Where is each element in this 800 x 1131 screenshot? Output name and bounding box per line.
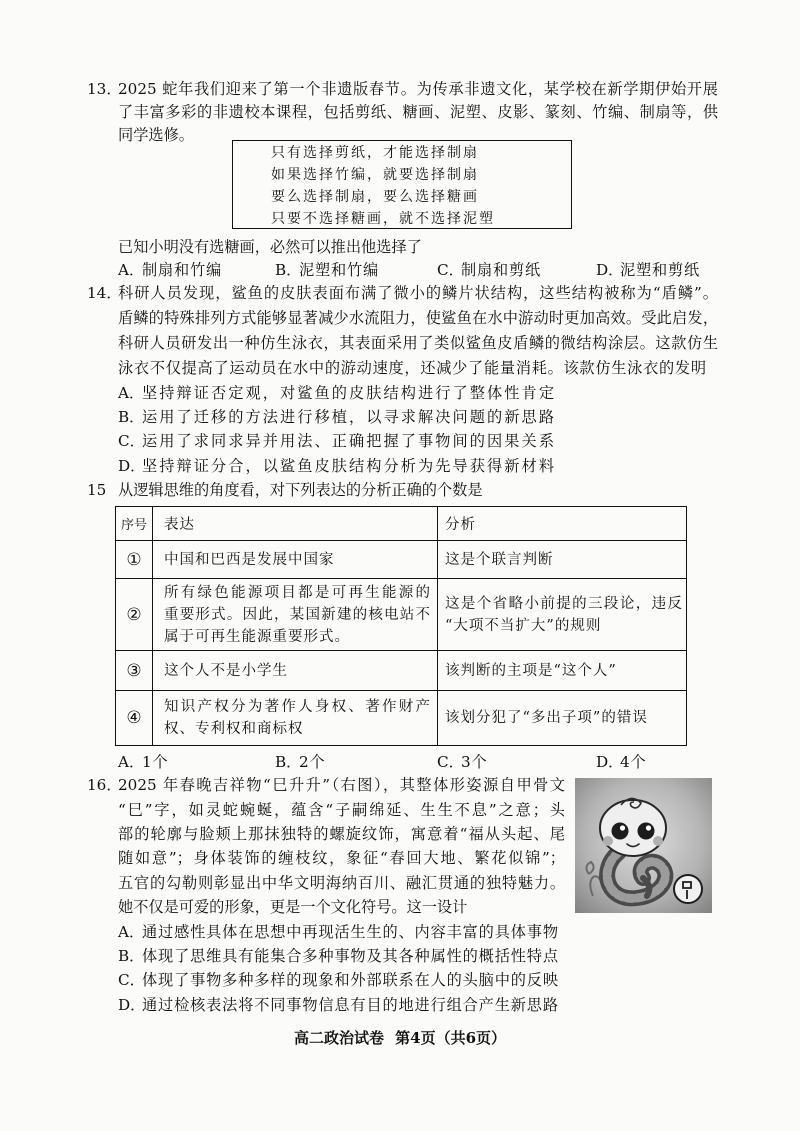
analysis-cell bbox=[438, 579, 687, 651]
mascot-left-cheek bbox=[603, 836, 613, 846]
analysis-cell bbox=[438, 691, 687, 746]
mascot-illustration bbox=[575, 778, 712, 913]
option-letter: A． bbox=[118, 753, 145, 771]
option-a bbox=[118, 920, 558, 944]
row-index: ① bbox=[116, 541, 153, 579]
condition-line: 要么选择制扇，要么选择糖画 bbox=[271, 189, 479, 205]
option-d bbox=[596, 750, 646, 774]
page-footer: 高二政治试卷 第4页（共6页） bbox=[293, 1029, 507, 1047]
stem-line: 2025 蛇年我们迎来了第一个非遗版春节。为传承非遗文化，某学校在新学期伊始开展 bbox=[118, 80, 718, 98]
analysis-cell bbox=[438, 651, 687, 691]
stem-line: 五官的勾勒则彰显出中华文明海纳百川、融汇贯通的独特魅力。 bbox=[118, 874, 565, 892]
stem-line: 了丰富多彩的非遗校本课程，包括剪纸、糖画、泥塑、皮影、篆刻、竹编、制扇等，供 bbox=[118, 103, 718, 121]
option-b bbox=[118, 944, 558, 968]
option-c bbox=[437, 750, 487, 774]
option-letter: C． bbox=[437, 261, 464, 279]
condition-line: 只要不选择糖画，就不选择泥塑 bbox=[271, 211, 495, 227]
option-text: 坚持辩证否定观，对鲨鱼的皮肤结构进行了整体性肯定 bbox=[142, 384, 554, 402]
option-letter: D． bbox=[118, 996, 146, 1014]
option-letter: C． bbox=[437, 753, 464, 771]
cell-line: 知识产权分为著作人身权、著作财产 bbox=[164, 699, 430, 715]
option-a bbox=[118, 750, 168, 774]
stem-line: 她不仅是可爱的形象，更是一个文化符号。这一设计 bbox=[118, 898, 468, 916]
mascot-eye-highlight bbox=[646, 825, 651, 830]
cell-line: “大项不当扩大”的规则 bbox=[445, 617, 602, 634]
table-row bbox=[116, 651, 687, 691]
stem-line: 部的轮廓与脸颊上那抹独特的螺旋纹饰，寓意着“福从头起、尾 bbox=[118, 825, 565, 843]
expression-cell bbox=[153, 541, 438, 579]
option-b bbox=[275, 258, 379, 282]
option-letter: D． bbox=[596, 753, 624, 771]
cell-line: 所有绿色能源项目都是可再生能源的 bbox=[164, 584, 430, 601]
cell-line: 这是个省略小前提的三段论，违反 bbox=[445, 595, 682, 612]
expression-cell bbox=[153, 691, 438, 746]
option-letter: B． bbox=[118, 947, 145, 965]
analysis-table bbox=[115, 506, 687, 746]
option-text: 体现了事物多种多样的现象和外部联系在人的头脑中的反映 bbox=[142, 971, 558, 989]
stem-line: 科研人员发现，鲨鱼的皮肤表面布满了微小的鳞片状结构，这些结构被称为“盾鳞”。 bbox=[118, 284, 718, 302]
condition-line: 只有选择剪纸，才能选择制扇 bbox=[271, 145, 479, 161]
option-letter: B． bbox=[275, 261, 302, 279]
option-letter: A． bbox=[118, 923, 145, 941]
option-text: 3个 bbox=[461, 753, 488, 771]
stem-line: 随如意”；身体装饰的缠枝纹，象征“春回大地、繁花似锦”； bbox=[118, 849, 565, 867]
mascot-seal bbox=[674, 875, 702, 903]
mascot-head bbox=[600, 800, 666, 856]
table-header-row bbox=[116, 507, 687, 541]
question-number: 13． bbox=[87, 80, 122, 98]
analysis-cell bbox=[438, 541, 687, 579]
option-text: 坚持辩证分合，以鲨鱼皮肤结构分析为先导获得新材料 bbox=[142, 457, 554, 475]
mascot-eye-highlight bbox=[620, 825, 625, 830]
expression-cell bbox=[153, 579, 438, 651]
header-analysis: 分析 bbox=[438, 507, 687, 541]
expression-cell bbox=[153, 651, 438, 691]
option-text: 运用了迁移的方法进行移植，以寻求解决问题的新思路 bbox=[142, 408, 554, 426]
option-c bbox=[437, 258, 541, 282]
analysis-table-grid bbox=[115, 506, 687, 746]
cell-line: 这个人不是小学生 bbox=[164, 662, 288, 679]
table-row bbox=[116, 691, 687, 746]
stem-line: 2025 年春晚吉祥物“巳升升”（右图），其整体形姿源自甲骨文 bbox=[118, 776, 565, 794]
cell-line: 这是个联言判断 bbox=[445, 551, 554, 568]
option-letter: A． bbox=[118, 261, 145, 279]
row-index: ② bbox=[116, 579, 153, 651]
stem-line: 泳衣不仅提高了运动员在水中的游动速度，还减少了能量消耗。该款仿生泳衣的发明 bbox=[118, 359, 706, 377]
mascot-right-cheek bbox=[653, 836, 663, 846]
stem-line: 盾鳞的特殊排列方式能够显著减少水流阻力，使鲨鱼在水中游动时更加高效。受此启发， bbox=[118, 309, 718, 327]
option-letter: B． bbox=[118, 408, 145, 426]
option-text: 1个 bbox=[142, 753, 169, 771]
condition-line: 如果选择竹编，就要选择制扇 bbox=[271, 167, 479, 183]
option-d bbox=[118, 454, 554, 478]
option-letter: A． bbox=[118, 384, 145, 402]
question-prompt: 已知小明没有选糖画，必然可以推出他选择了 bbox=[118, 238, 422, 256]
conditions-box bbox=[232, 140, 572, 229]
cell-line: 权、专利权和商标权 bbox=[164, 721, 304, 737]
option-a bbox=[118, 381, 554, 405]
option-text: 运用了求同求异并用法、正确把握了事物间的因果关系 bbox=[142, 432, 554, 450]
option-text: 通过检核表法将不同事物信息有目的地进行组合产生新思路 bbox=[142, 996, 558, 1014]
cell-line: 该判断的主项是“这个人” bbox=[445, 662, 617, 679]
option-letter: C． bbox=[118, 971, 145, 989]
table-row bbox=[116, 579, 687, 651]
option-text: 制扇和竹编 bbox=[142, 261, 222, 279]
option-b bbox=[118, 405, 554, 429]
option-b bbox=[275, 750, 325, 774]
stem-line: 科研人员研发出一种仿生泳衣，其表面采用了类似鲨鱼皮盾鳞的微结构涂层。这款仿生 bbox=[118, 334, 718, 352]
stem-line: “巳”字，如灵蛇蜿蜒，蕴含“子嗣绵延、生生不息”之意；头 bbox=[118, 801, 565, 819]
option-c bbox=[118, 968, 558, 992]
option-text: 制扇和剪纸 bbox=[461, 261, 541, 279]
option-text: 4个 bbox=[620, 753, 647, 771]
option-text: 体现了思维具有能集合多种事物及其各种属性的概括性特点 bbox=[142, 947, 558, 965]
option-a bbox=[118, 258, 222, 282]
option-d bbox=[118, 993, 558, 1017]
option-letter: C． bbox=[118, 432, 145, 450]
row-index: ④ bbox=[116, 691, 153, 746]
option-text: 2个 bbox=[299, 753, 326, 771]
header-expression: 表达 bbox=[153, 507, 438, 541]
question-stem: 从逻辑思维的角度看，对下列表达的分析正确的个数是 bbox=[118, 481, 483, 499]
question-number: 14． bbox=[87, 284, 122, 302]
mascot-left-eye bbox=[612, 823, 629, 840]
cell-line: 属于可再生能源重要形式。 bbox=[164, 628, 350, 645]
table-row bbox=[116, 541, 687, 579]
option-letter: B． bbox=[275, 753, 302, 771]
stem-line: 同学选修。 bbox=[118, 126, 194, 144]
question-number: 15 bbox=[87, 481, 107, 499]
option-text: 泥塑和竹编 bbox=[299, 261, 379, 279]
header-index: 序号 bbox=[116, 507, 153, 541]
cell-line: 中国和巴西是发展中国家 bbox=[164, 551, 335, 568]
option-text: 通过感性具体在思想中再现活生生的、内容丰富的具体事物 bbox=[142, 923, 558, 941]
cell-line: 重要形式。因此，某国新建的核电站不 bbox=[164, 606, 430, 623]
option-c bbox=[118, 429, 554, 453]
cell-line: 该划分犯了“多出子项”的错误 bbox=[445, 710, 648, 726]
question-number: 16． bbox=[87, 776, 122, 794]
option-text: 泥塑和剪纸 bbox=[620, 261, 700, 279]
option-letter: D． bbox=[596, 261, 624, 279]
option-letter: D． bbox=[118, 457, 146, 475]
mascot-image bbox=[575, 778, 712, 913]
row-index: ③ bbox=[116, 651, 153, 691]
mascot-right-eye bbox=[638, 823, 655, 840]
option-d bbox=[596, 258, 700, 282]
